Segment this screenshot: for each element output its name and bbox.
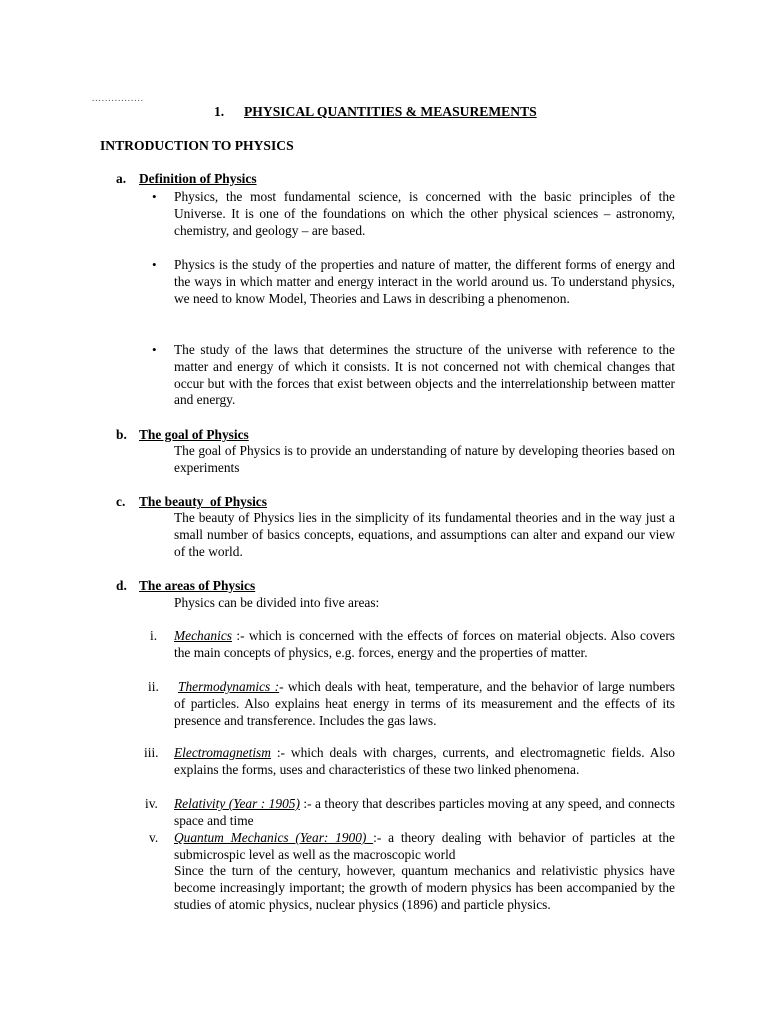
bullet-glyph: • <box>152 189 157 204</box>
area-description: - which deals with heat, temperature, and the behavior of large numbers of particles. Also explains heat energy in terms of its measurement and the effects of its presence and transference. Includes the gas laws. <box>174 679 675 728</box>
area-description: :- which deals with charges, currents, and electromagnetic fields. Also explains the forms, uses and characteristics of these two linked phenomena. <box>174 745 675 777</box>
section-letter: a. <box>116 171 127 186</box>
area-item-quantum-mechanics <box>174 830 675 864</box>
area-number: i. <box>150 628 158 643</box>
area-description: :- a theory that describes particles moving at any speed, and connects space and time <box>174 796 675 828</box>
goal-text: The goal of Physics is to provide an understanding of nature by developing theories based on experiments <box>174 443 675 475</box>
definition-bullet-1: Physics, the most fundamental science, is concerned with the basic principles of the Universe. It is one of the foundations on which the other physical sciences – astronomy, chemistry, and geology – are based. <box>174 189 675 238</box>
header-dots: ................ <box>92 93 144 103</box>
chapter-title-text: PHYSICAL QUANTITIES & MEASUREMENTS <box>244 104 537 119</box>
area-number: ii. <box>148 679 159 694</box>
area-description: :- which is concerned with the effects of forces on material objects. Also covers the main concepts of physics, e.g. forces, energy and the properties of matter. <box>174 628 675 660</box>
section-label: Definition of Physics <box>139 171 257 186</box>
bullet-glyph: • <box>152 342 157 357</box>
areas-intro: Physics can be divided into five areas: <box>174 595 380 610</box>
area-name: Quantum Mechanics (Year: 1900) <box>174 830 374 845</box>
section-letter: b. <box>116 427 127 442</box>
area-name: Mechanics <box>174 628 233 643</box>
area-item-electromagnetism <box>174 745 675 779</box>
chapter-number: 1. <box>214 104 225 119</box>
area-item-mechanics <box>174 628 675 662</box>
section-d-heading <box>116 578 255 595</box>
definition-bullet-2: Physics is the study of the properties and nature of matter, the different forms of energy and the ways in which matter and energy interact in the world around us. To understand physics, we need to know Model, Theories and Laws in describing a phenomenon. <box>174 257 675 306</box>
area-name: Electromagnetism <box>174 745 271 760</box>
area-name: Thermodynamics : <box>178 679 280 694</box>
section-label: The beauty of Physics <box>139 494 267 509</box>
bullet-glyph: • <box>152 257 157 272</box>
definition-bullet-3: The study of the laws that determines the structure of the universe with reference to the matter and energy of which it consists. It is not concerned not with chemical changes that occur but with the forces that exist between objects and the interrelationship between matter and energy. <box>174 342 675 408</box>
section-c-heading <box>116 494 267 511</box>
section-a-heading <box>116 171 257 188</box>
area-item-relativity <box>174 796 675 830</box>
section-label: The goal of Physics <box>139 427 249 442</box>
chapter-title <box>214 104 537 121</box>
area-description: :- a theory dealing with behavior of particles at the submicrospic level as well as the macroscopic world <box>174 830 676 862</box>
area-number: iv. <box>145 796 158 811</box>
section-letter: d. <box>116 578 127 593</box>
intro-heading: INTRODUCTION TO PHYSICS <box>100 138 294 153</box>
beauty-text: The beauty of Physics lies in the simplicity of its fundamental theories and in the way just a small number of basics concepts, equations, and assumptions can alter and expand our view of the world. <box>174 510 675 559</box>
area-name: Relativity (Year : 1905) <box>174 796 300 811</box>
area-item-thermodynamics <box>174 679 675 729</box>
section-b-heading <box>116 427 249 444</box>
area-number: v. <box>149 830 159 845</box>
section-letter: c. <box>116 494 126 509</box>
area-number: iii. <box>144 745 159 760</box>
section-label: The areas of Physics <box>139 578 256 593</box>
areas-closing-text: Since the turn of the century, however, quantum mechanics and relativistic physics have become increasingly important; the growth of modern physics has been accompanied by the studies of atomic physics, nuclear physics (1896) and particle physics. <box>174 863 675 912</box>
